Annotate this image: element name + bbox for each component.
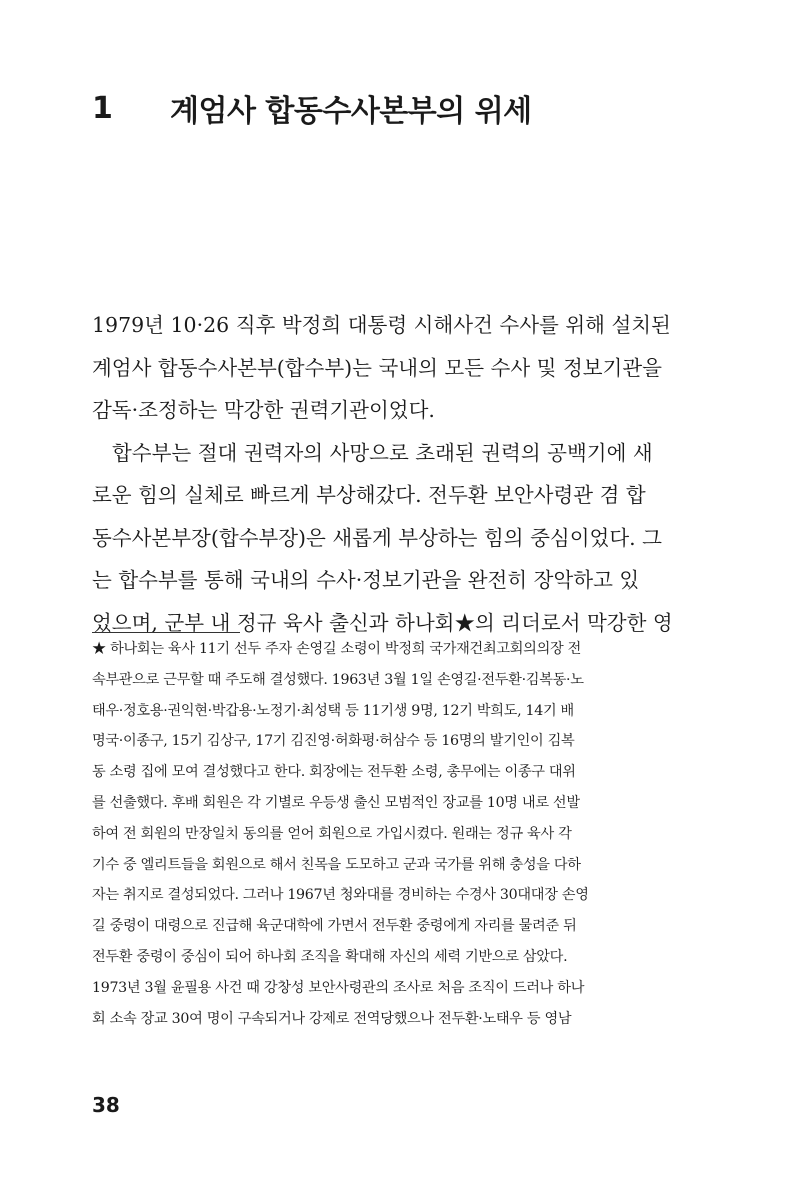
footnote-line: 길 중령이 대령으로 진급해 육군대학에 가면서 전두환 중령에게 자리를 물려준 뒤 — [92, 918, 577, 935]
footnote-line: 1973년 3월 윤필용 사건 때 강창성 보안사령관의 조사로 처음 조직이 드러나 하나 — [92, 979, 585, 996]
footnote-line: 태우·정호용·권익현·박갑용·노정기·최성택 등 11기생 9명, 12기 박희도, 14기 배 — [92, 702, 574, 719]
body-line: 감독·조정하는 막강한 권력기관이었다. — [92, 398, 435, 422]
footnote-line: 를 선출했다. 후배 회원은 각 기별로 우등생 출신 모범적인 장교를 10명 내로 선발 — [92, 794, 580, 811]
footnote-line: 기수 중 엘리트들을 회원으로 해서 친목을 도모하고 군과 국가를 위해 충성을 다하 — [92, 856, 581, 873]
footnote-line: 속부관으로 근무할 때 주도해 결성했다. 1963년 3월 1일 손영길·전두환·김복동·노 — [92, 671, 584, 688]
footnote-line: 동 소령 집에 모여 결성했다고 한다. 회장에는 전두환 소령, 총무에는 이종구 대위 — [92, 764, 576, 781]
body-line: 로운 힘의 실체로 빠르게 부상해갔다. 전두환 보안사령관 겸 합 — [92, 483, 646, 507]
footnote-line: 명국·이종구, 15기 김상구, 17기 김진영·허화평·허삼수 등 16명의 발기인이 김복 — [92, 733, 575, 750]
body-text — [92, 304, 724, 644]
footnote — [92, 634, 724, 1034]
chapter-number: 1 — [92, 90, 113, 126]
footnote-line: 자는 취지로 결성되었다. 그러나 1967년 청와대를 경비하는 수경사 30대대장 손영 — [92, 887, 589, 904]
body-line: 합수부는 절대 권력자의 사망으로 초래된 권력의 공백기에 새 — [112, 440, 653, 465]
footnote-line: 하여 전 회원의 만장일치 동의를 얻어 회원으로 가입시켰다. 원래는 정규 육사 각 — [92, 825, 572, 842]
footnote-line: ★ 하나회는 육사 11기 선두 주자 손영길 소령이 박정희 국가재건최고회의의장 전 — [92, 641, 582, 657]
footnote-line: 회 소속 장교 30여 명이 구속되거나 강제로 전역당했으나 전두환·노태우 등 영남 — [92, 1010, 572, 1027]
chapter-heading — [92, 84, 532, 132]
chapter-title: 계엄사 합동수사본부의 위세 — [170, 94, 532, 129]
body-line: 1979년 10·26 직후 박정희 대통령 시해사건 수사를 위해 설치된 — [92, 313, 671, 337]
page-number: 38 — [92, 1093, 120, 1117]
footnote-line: 전두환 중령이 중심이 되어 하나회 조직을 확대해 자신의 세력 기반으로 삼았다. — [92, 948, 568, 965]
body-line: 었으며, 군부 내 정규 육사 출신과 하나회★의 리더로서 막강한 영 — [92, 610, 673, 635]
footnote-divider — [92, 632, 240, 633]
body-line: 계엄사 합동수사본부(합수부)는 국내의 모든 수사 및 정보기관을 — [92, 355, 662, 380]
body-line: 동수사본부장(합수부장)은 새롭게 부상하는 힘의 중심이었다. 그 — [92, 525, 662, 550]
body-line: 는 합수부를 통해 국내의 수사·정보기관을 완전히 장악하고 있 — [92, 568, 640, 592]
